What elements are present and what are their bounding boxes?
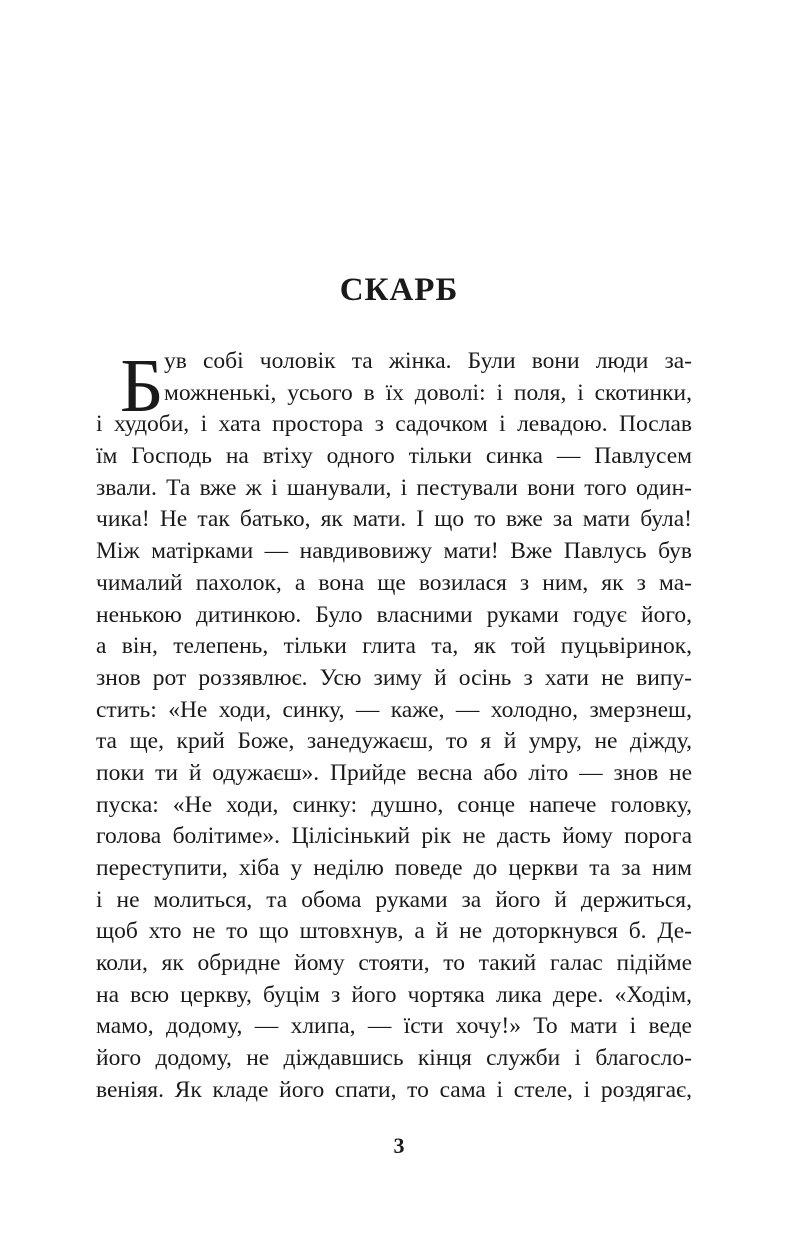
text-line: а він, телепень, тільки глита та, як той пуцьвіринок, xyxy=(96,633,692,660)
text-line: мамо, додому, — хлипа, — їсти хочу!» То мати і веде xyxy=(96,1013,692,1040)
text-line: ненькою дитинкою. Було власними руками годує його, xyxy=(96,601,692,628)
text-line: його додому, не діждавшись кінця служби і благосло- xyxy=(96,1045,692,1072)
text-line: веніяя. Як кладе його спати, то сама і стеле, і роздягає, xyxy=(96,1076,692,1103)
text-line: на всю церкву, буцім з його чортяка лика дере. «Ходім, xyxy=(96,981,692,1008)
text-line: стить: «Не ходи, синку, — каже, — холодно, змерзнеш, xyxy=(96,696,692,723)
text-line: поки ти й одужаєш». Прийде весна або літо — знов не xyxy=(96,759,692,786)
text-line: ув собі чоловік та жінка. Були вони люди за- xyxy=(164,348,692,374)
drop-cap: Б xyxy=(120,344,164,428)
text-line: їм Господь на втіху одного тільки синка — Павлусем xyxy=(96,443,692,470)
text-line: щоб хто не то що штовхнув, а й не доторкнувся б. Де- xyxy=(96,918,692,945)
text-line: чика! Не так батько, як мати. І що то вже за мати була! xyxy=(96,506,692,533)
text-line: звали. Та вже ж і шанували, і пестували вони того один- xyxy=(96,474,692,501)
text-line: і худоби, і хата простора з садочком і левадою. Послав xyxy=(96,411,692,438)
chapter-title: СКАРБ xyxy=(339,272,459,308)
text-line: пуска: «Не ходи, синку: душно, сонце напече головку, xyxy=(96,791,692,818)
text-line: та ще, крий Боже, занедужаєш, то я й умру, не діжду, xyxy=(96,728,692,755)
text-line: голова болітиме». Цілісінький рік не дасть йому порога xyxy=(96,823,692,850)
text-line: переступити, хіба у неділю поведе до церкви та за ним xyxy=(96,855,692,881)
page-number: 3 xyxy=(393,1133,405,1158)
text-line: і не молиться, та обома руками за його й держиться, xyxy=(96,886,692,913)
text-line: чималий пахолок, а вона ще возилася з ним, як з ма- xyxy=(96,569,692,596)
text-line: коли, як обридне йому стояти, то такий галас підійме xyxy=(96,950,692,977)
body-text xyxy=(96,346,692,1107)
text-line: можненькі, усього в їх доволі: і поля, і скотинки, xyxy=(164,379,692,406)
text-line: Між матірками — навдивовижу мати! Вже Павлусь був xyxy=(96,538,692,565)
text-line: знов рот роззявлює. Усю зиму й осінь з хати не випу- xyxy=(96,664,692,691)
